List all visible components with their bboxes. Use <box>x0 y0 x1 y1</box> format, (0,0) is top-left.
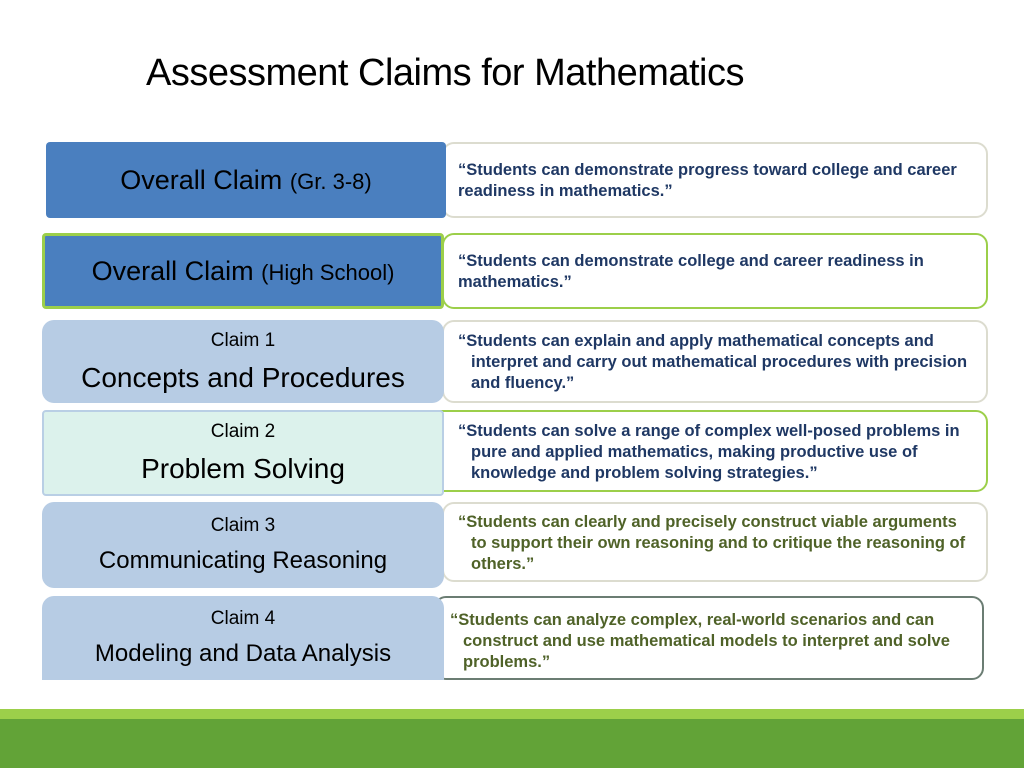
claim-row-3 <box>42 502 988 588</box>
claim-heading <box>120 165 371 196</box>
claim-row-4 <box>42 596 988 680</box>
claim-heading-box <box>42 410 444 496</box>
claim-description-box <box>442 142 988 218</box>
claim-heading-box <box>42 596 444 680</box>
claim-description-text: “Students can demonstrate college and career readiness in mathematics.” <box>458 252 924 291</box>
claim-name: Problem Solving <box>141 453 345 484</box>
claim-heading-text: Overall Claim <box>120 164 283 195</box>
claim-number: Claim 3 <box>210 515 276 536</box>
claim-row-overall-high-school <box>42 233 988 309</box>
claim-description-text: “Students can solve a range of complex well-posed problems in pure and applied mathematics, making productive use of knowledge and problem solving strategies.” <box>458 422 960 482</box>
claim-description-box <box>442 233 988 309</box>
claim-description-box <box>442 502 988 582</box>
claim-number: Claim 1 <box>210 329 276 351</box>
claim-heading-box <box>42 502 444 588</box>
claim-row-2 <box>42 410 988 496</box>
claim-name: Concepts and Procedures <box>81 361 405 393</box>
claim-row-overall-grades-3-8 <box>42 142 988 218</box>
claim-description-box <box>434 596 984 680</box>
claim-name: Communicating Reasoning <box>98 547 388 574</box>
claim-heading-box <box>42 320 444 403</box>
claim-heading <box>92 256 395 287</box>
claim-row-1 <box>42 320 988 403</box>
claim-qualifier: (High School) <box>261 259 395 285</box>
claim-description-text: “Students can explain and apply mathematical concepts and interpret and carry out mathematical procedures with precision and fluency.” <box>458 332 968 392</box>
claim-description-text: “Students can analyze complex, real-world scenarios and can construct and use mathematical models to interpret and solve problems.” <box>450 611 950 671</box>
claim-description-box <box>442 320 988 403</box>
claim-description-box <box>412 410 988 492</box>
claim-heading-box <box>46 142 446 218</box>
claim-number: Claim 2 <box>210 421 276 442</box>
claim-heading-box <box>42 233 444 309</box>
claim-heading-text: Overall Claim <box>91 255 254 286</box>
footer-accent-stripe <box>0 709 1024 719</box>
claim-description-text: “Students can clearly and precisely construct viable arguments to support their own reasoning and to critique the reasoning of others.” <box>458 513 966 573</box>
claim-name: Modeling and Data Analysis <box>94 640 392 667</box>
claim-description-text: “Students can demonstrate progress toward college and career readiness in mathematics.” <box>458 161 957 200</box>
slide-title: Assessment Claims for Mathematics <box>146 52 744 94</box>
footer-band <box>0 719 1024 768</box>
claim-number: Claim 4 <box>210 608 276 629</box>
claim-qualifier: (Gr. 3-8) <box>289 168 372 194</box>
